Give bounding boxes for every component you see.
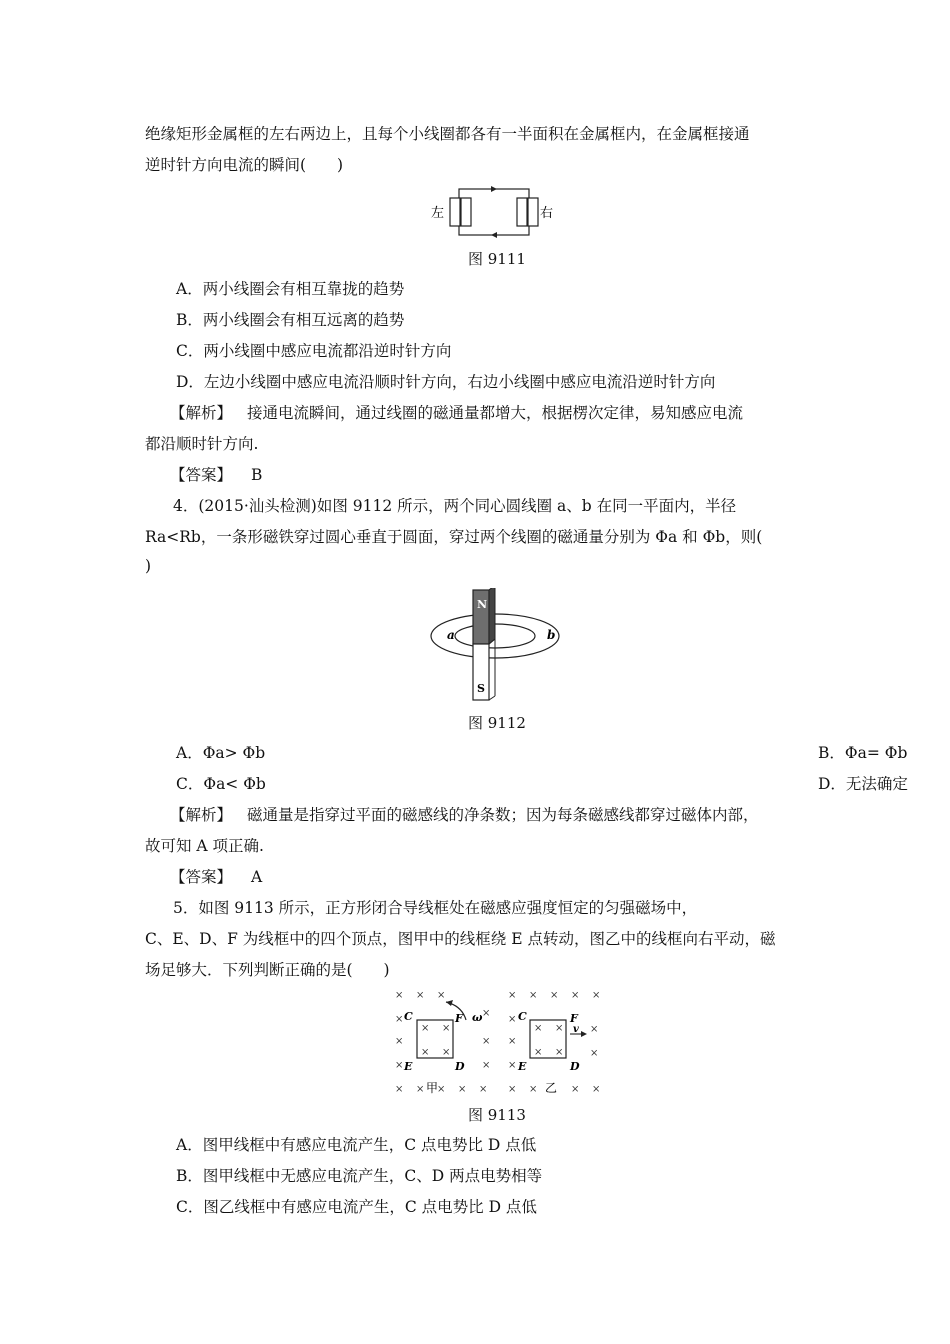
svg-text:×: × (534, 1047, 543, 1058)
q5-stem-line3: 场足够大．下列判断正确的是( ) (145, 961, 390, 979)
fig9111-left-label: 左 (431, 206, 445, 221)
svg-text:×: × (416, 990, 425, 1001)
q4-analysis-tag: 【解析】 (170, 806, 233, 824)
fig9113-yi-label: 乙 (545, 1081, 558, 1095)
q4-option-b: B．Φa= Φb (818, 744, 908, 762)
fig9112-b-label: b (547, 628, 556, 642)
svg-text:×: × (592, 990, 601, 1001)
fig9113-jia-c: C (404, 1010, 413, 1023)
svg-text:×: × (416, 1084, 425, 1095)
q4-stem-line2: Ra<Rb，一条形磁铁穿过圆心垂直于圆面，穿过两个线圈的磁通量分别为 Φa 和 Φb，则( (145, 528, 763, 546)
q3-option-d: D．左边小线圈中感应电流沿顺时针方向，右边小线圈中感应电流沿逆时针方向 (176, 373, 716, 391)
svg-text:×: × (508, 990, 517, 1001)
q5-option-c: C．图乙线框中有感应电流产生，C 点电势比 D 点低 (176, 1198, 537, 1216)
q3-option-b: B．两小线圈会有相互远离的趋势 (176, 311, 405, 329)
svg-text:×: × (508, 1060, 517, 1071)
figure-9112 (425, 588, 565, 704)
svg-text:×: × (395, 1036, 404, 1047)
caption-9113: 图 9113 (468, 1106, 526, 1124)
svg-text:×: × (550, 990, 559, 1001)
svg-text:×: × (534, 1023, 543, 1034)
q5-option-a: A．图甲线框中有感应电流产生，C 点电势比 D 点低 (176, 1136, 537, 1154)
svg-text:×: × (555, 1023, 564, 1034)
fig9113-omega-label: ω (472, 1011, 483, 1024)
fig9111-right-label: 右 (540, 206, 554, 221)
svg-text:×: × (442, 1047, 451, 1058)
q4-stem-line1: 4．(2015·汕头检测)如图 9112 所示，两个同心圆线圈 a、b 在同一平面内，半径 (173, 497, 737, 515)
fig9113-jia-e: E (404, 1060, 413, 1073)
q3-analysis-text: 接通电流瞬间，通过线圈的磁通量都增大，根据楞次定律，易知感应电流 (246, 404, 743, 422)
q4-stem-line3: ) (145, 557, 152, 575)
svg-text:×: × (458, 1084, 467, 1095)
svg-text:×: × (479, 1084, 488, 1095)
caption-9112: 图 9112 (468, 714, 526, 732)
caption-9111: 图 9111 (468, 250, 526, 268)
q3-answer-value: B (250, 466, 263, 484)
q3-analysis-tag: 【解析】 (170, 404, 233, 422)
fig9113-yi-e: E (518, 1060, 527, 1073)
svg-text:×: × (482, 1036, 491, 1047)
svg-text:×: × (395, 1060, 404, 1071)
svg-text:×: × (529, 990, 538, 1001)
q4-option-d: D．无法确定 (818, 775, 908, 793)
q5-stem-line1: 5．如图 9113 所示，正方形闭合导线框处在磁感应强度恒定的匀强磁场中， (173, 899, 698, 917)
q4-answer-value: A (250, 868, 263, 886)
q3-option-a: A．两小线圈会有相互靠拢的趋势 (176, 280, 405, 298)
svg-text:×: × (508, 1014, 517, 1025)
fig9112-s-label: S (477, 682, 485, 695)
q4-option-c: C．Φa< Φb (176, 775, 266, 793)
svg-text:×: × (395, 1084, 404, 1095)
svg-text:×: × (592, 1084, 601, 1095)
fig9112-n-label: N (477, 598, 488, 611)
fig9113-yi-f: F (570, 1012, 578, 1025)
svg-text:×: × (421, 1047, 430, 1058)
svg-text:×: × (421, 1023, 430, 1034)
q3-answer (170, 465, 262, 485)
q5-stem-line2: C、E、D、F 为线框中的四个顶点，图甲中的线框绕 E 点转动，图乙中的线框向右平动，磁 (145, 930, 776, 948)
q4-answer-tag: 【答案】 (170, 868, 233, 886)
q3-analysis-line2: 都沿顺时针方向. (145, 435, 259, 453)
svg-text:×: × (482, 1008, 491, 1019)
fig9113-jia-f: F (455, 1012, 463, 1025)
svg-text:×: × (590, 1048, 599, 1059)
q3-option-c: C．两小线圈中感应电流都沿逆时针方向 (176, 342, 452, 360)
q4-analysis-line1 (170, 805, 758, 825)
q4-analysis-text: 磁通量是指穿过平面的磁感线的净条数；因为每条磁感线都穿过磁体内部， (246, 806, 759, 824)
fig9112-a-label: a (447, 628, 455, 642)
svg-text:×: × (395, 1014, 404, 1025)
q3-stem-line2: 逆时针方向电流的瞬间( ) (145, 156, 344, 174)
svg-text:×: × (529, 1084, 538, 1095)
q4-analysis-line2: 故可知 A 项正确. (145, 837, 264, 855)
svg-text:×: × (571, 990, 580, 1001)
fig9113-yi-d: D (570, 1060, 580, 1073)
figure-9111 (428, 184, 558, 244)
svg-text:×: × (571, 1084, 580, 1095)
svg-text:×: × (442, 1023, 451, 1034)
svg-text:×: × (482, 1060, 491, 1071)
q3-answer-tag: 【答案】 (170, 466, 233, 484)
fig9113-yi-c: C (518, 1010, 527, 1023)
svg-text:×: × (555, 1047, 564, 1058)
q3-analysis-line1 (170, 403, 743, 423)
svg-text:×: × (508, 1084, 517, 1095)
fig9113-jia-d: D (455, 1060, 465, 1073)
fig9113-jia-label: 甲 (426, 1081, 439, 1095)
svg-text:×: × (508, 1036, 517, 1047)
q5-option-b: B．图甲线框中无感应电流产生，C、D 两点电势相等 (176, 1167, 543, 1185)
q4-option-a: A．Φa> Φb (176, 744, 266, 762)
svg-text:×: × (437, 990, 446, 1001)
svg-text:×: × (437, 1084, 446, 1095)
figure-9113 (390, 988, 605, 1098)
svg-text:×: × (395, 990, 404, 1001)
svg-text:×: × (590, 1024, 599, 1035)
q3-stem-line1: 绝缘矩形金属框的左右两边上，且每个小线圈都各有一半面积在金属框内，在金属框接通 (145, 125, 750, 143)
fig9113-v-label: v (573, 1024, 579, 1035)
q4-answer (170, 867, 262, 887)
